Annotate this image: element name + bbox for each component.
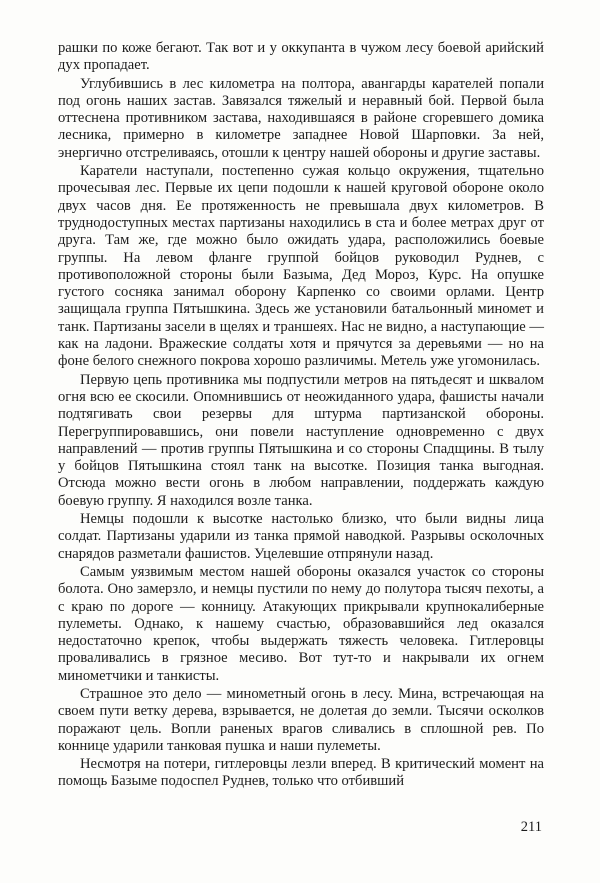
paragraph: Углубившись в лес километра на полтора, авангарды карателей попали под огонь наших застав. Завязался тяжелый и неравный бой. Первой была оттеснена противником застава, находившаяся в районе сгоревшего домика лесника, примерно в километре западнее Новой Шарповки. За ней, энергично отстреливаясь, отошли к центру нашей обороны и другие заставы. [58, 75, 544, 161]
paragraph: Каратели наступали, постепенно сужая кольцо окружения, тщательно прочесывая лес. Первые их цепи подошли к нашей круговой обороне около двух часов дня. Ее протяженность не превышала двух километров. В труднодоступных местах партизаны находились в ста и более метрах друг от друга. Там же, где можно было ожидать удара, расположились боевые группы. На левом фланге группой бойцов руководил Руднев, с противоположной стороны были Базыма, Дед Мороз, Курс. На опушке густого сосняка занимал оборону Карпенко со своими орлами. Центр защищала группа Пятышкина. Здесь же установили батальонный миномет и танк. Партизаны засели в щелях и траншеях. Нас не видно, а наступающие — как на ладони. Вражеские солдаты хотя и прячутся за деревьями — но на фоне белого снежного покрова хорошо различимы. Метель уже угомонилась. [58, 163, 544, 370]
paragraph: Первую цепь противника мы подпустили метров на пятьдесят и шквалом огня всю ее скосили. Опомнившись от неожиданного удара, фашисты начали подтягивать свои резервы для штурма партизанской обороны. Перегруппировавшись, они повели наступление одновременно с двух направлений — против группы Пятышкина и со стороны Спадщины. В тылу у бойцов Пятышкина стоял танк на высотке. Позиция танка выгодная. Отсюда можно вести огонь в любом направлении, поддержать каждую боевую группу. Я находился возле танка. [58, 371, 544, 509]
paragraph: Немцы подошли к высотке настолько близко, что были видны лица солдат. Партизаны ударили из танка прямой наводкой. Разрывы осколочных снарядов разметали фашистов. Уцелевшие отпрянули назад. [58, 511, 544, 562]
paragraph: Несмотря на потери, гитлеровцы лезли вперед. В критический момент на помощь Базыме подоспел Руднев, только что отбивший [58, 756, 544, 790]
paragraph-continued: рашки по коже бегают. Так вот и у оккупанта в чужом лесу боевой арийский дух пропадает. [58, 40, 544, 74]
body-text [58, 40, 544, 792]
paragraph: Страшное это дело — минометный огонь в лесу. Мина, встречающая на своем пути ветку дерева, взрывается, не долетая до земли. Тысячи осколков поражают цель. Вопли раненых врагов сливались в сплошной рев. По коннице ударили танковая пушка и наши пулеметы. [58, 685, 544, 754]
paragraph: Самым уязвимым местом нашей обороны оказался участок со стороны болота. Оно замерзло, и немцы пустили по нему до полутора тысяч пехоты, а с краю по дороге — конницу. Атакующих прикрывали крупнокалиберные пулеметы. Однако, к нашему счастью, образовавшийся лед оказался недостаточно крепок, чтобы выдержать тяжесть человека. Гитлеровцы проваливались в грязное месиво. Вот тут-то и накрывали их огнем минометчики и танкисты. [58, 563, 544, 684]
page-number: 211 [520, 819, 542, 835]
